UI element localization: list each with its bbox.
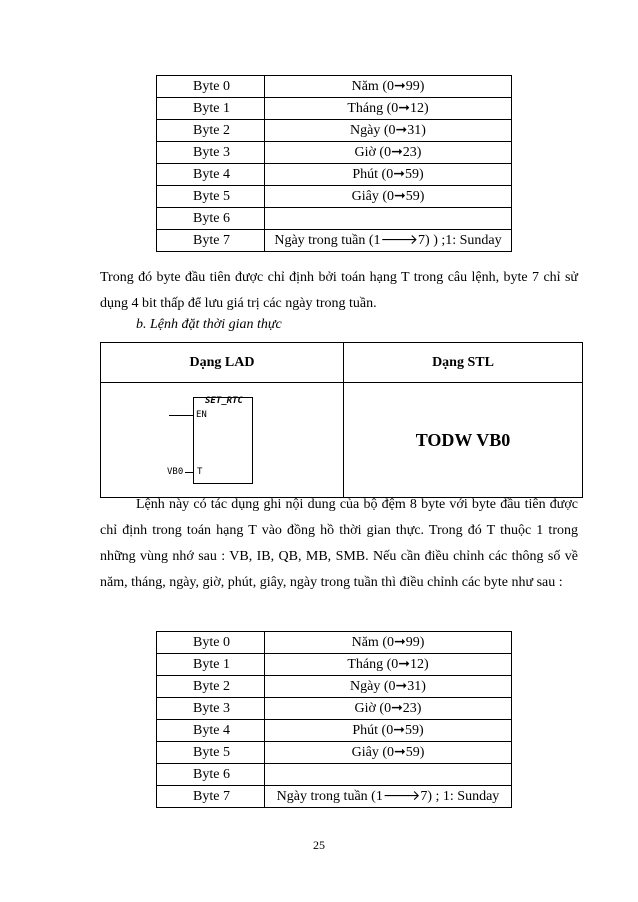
desc-cell: Ngày (0➞31) — [265, 676, 512, 698]
table-row — [157, 164, 512, 186]
table-row — [157, 142, 512, 164]
byte-cell: Byte 4 — [157, 720, 265, 742]
desc-cell — [265, 764, 512, 786]
desc-cell: Năm (0➞99) — [265, 632, 512, 654]
table-row — [157, 786, 512, 808]
desc-cell: Tháng (0➞12) — [265, 98, 512, 120]
byte-cell: Byte 0 — [157, 632, 265, 654]
t-wire — [185, 472, 193, 473]
desc-cell: Ngày (0➞31) — [265, 120, 512, 142]
table-row — [157, 76, 512, 98]
byte-cell: Byte 7 — [157, 230, 265, 252]
section-heading-b: b. Lệnh đặt thời gian thực — [136, 317, 282, 332]
byte-cell: Byte 5 — [157, 742, 265, 764]
byte-cell: Byte 3 — [157, 142, 265, 164]
desc-cell: Giờ (0➞23) — [265, 698, 512, 720]
input-label: VB0 — [167, 467, 184, 477]
table-row — [157, 186, 512, 208]
table-row — [157, 654, 512, 676]
byte-table-top — [156, 75, 512, 252]
table-row — [157, 742, 512, 764]
en-label: EN — [196, 410, 207, 420]
byte-cell: Byte 7 — [157, 786, 265, 808]
table-row — [157, 764, 512, 786]
paragraph-instruction-description: Lệnh này có tác dụng ghi nội dung của bộ đệm 8 byte với byte đầu tiên được chỉ định trong toán hạng T vào đồng hồ thời gian thực. Trong đó T thuộc 1 trong những vùng nhớ sau : VB, IB, QB, MB, SMB. Nếu cần điều chỉnh các thông số về năm, tháng, ngày, giờ, phút, giây, ngày trong tuần thì điều chỉnh các byte như sau : — [100, 497, 578, 590]
desc-cell: Giây (0➞59) — [265, 186, 512, 208]
block-title: SET_RTC — [205, 396, 243, 406]
byte-cell: Byte 3 — [157, 698, 265, 720]
en-wire — [169, 415, 193, 416]
desc-cell: Giây (0➞59) — [265, 742, 512, 764]
byte-cell: Byte 6 — [157, 764, 265, 786]
instruction-table — [100, 342, 583, 498]
instruction-header-row — [101, 343, 583, 383]
paragraph-byte-note: Trong đó byte đầu tiên được chỉ định bởi toán hạng T trong câu lệnh, byte 7 chỉ sử dụng 4 bit thấp để lưu giá trị các ngày trong tuần. — [100, 270, 578, 311]
table-row — [157, 676, 512, 698]
byte-cell: Byte 6 — [157, 208, 265, 230]
byte-cell: Byte 1 — [157, 654, 265, 676]
byte-cell: Byte 4 — [157, 164, 265, 186]
desc-cell: Ngày trong tuần (1🡒7) ; 1: Sunday — [265, 786, 512, 808]
desc-cell: Giờ (0➞23) — [265, 142, 512, 164]
page-number: 25 — [313, 838, 325, 852]
table-row — [157, 632, 512, 654]
lad-diagram — [101, 383, 343, 497]
table-row — [157, 120, 512, 142]
byte-cell: Byte 5 — [157, 186, 265, 208]
lad-cell — [101, 383, 344, 498]
desc-cell: Năm (0➞99) — [265, 76, 512, 98]
lad-header: Dạng LAD — [101, 343, 344, 383]
stl-header: Dạng STL — [344, 343, 583, 383]
stl-code: TODW VB0 — [344, 383, 583, 498]
instruction-body-row — [101, 383, 583, 498]
byte-cell: Byte 2 — [157, 120, 265, 142]
table-row — [157, 208, 512, 230]
byte-cell: Byte 0 — [157, 76, 265, 98]
desc-cell — [265, 208, 512, 230]
table-row — [157, 698, 512, 720]
table-row — [157, 98, 512, 120]
table-row — [157, 720, 512, 742]
table-row — [157, 230, 512, 252]
byte-table-bottom — [156, 631, 512, 808]
desc-cell: Phút (0➞59) — [265, 164, 512, 186]
t-label: T — [197, 467, 203, 477]
desc-cell: Ngày trong tuần (1🡒7) ) ;1: Sunday — [265, 230, 512, 252]
byte-cell: Byte 1 — [157, 98, 265, 120]
desc-cell: Phút (0➞59) — [265, 720, 512, 742]
byte-cell: Byte 2 — [157, 676, 265, 698]
desc-cell: Tháng (0➞12) — [265, 654, 512, 676]
